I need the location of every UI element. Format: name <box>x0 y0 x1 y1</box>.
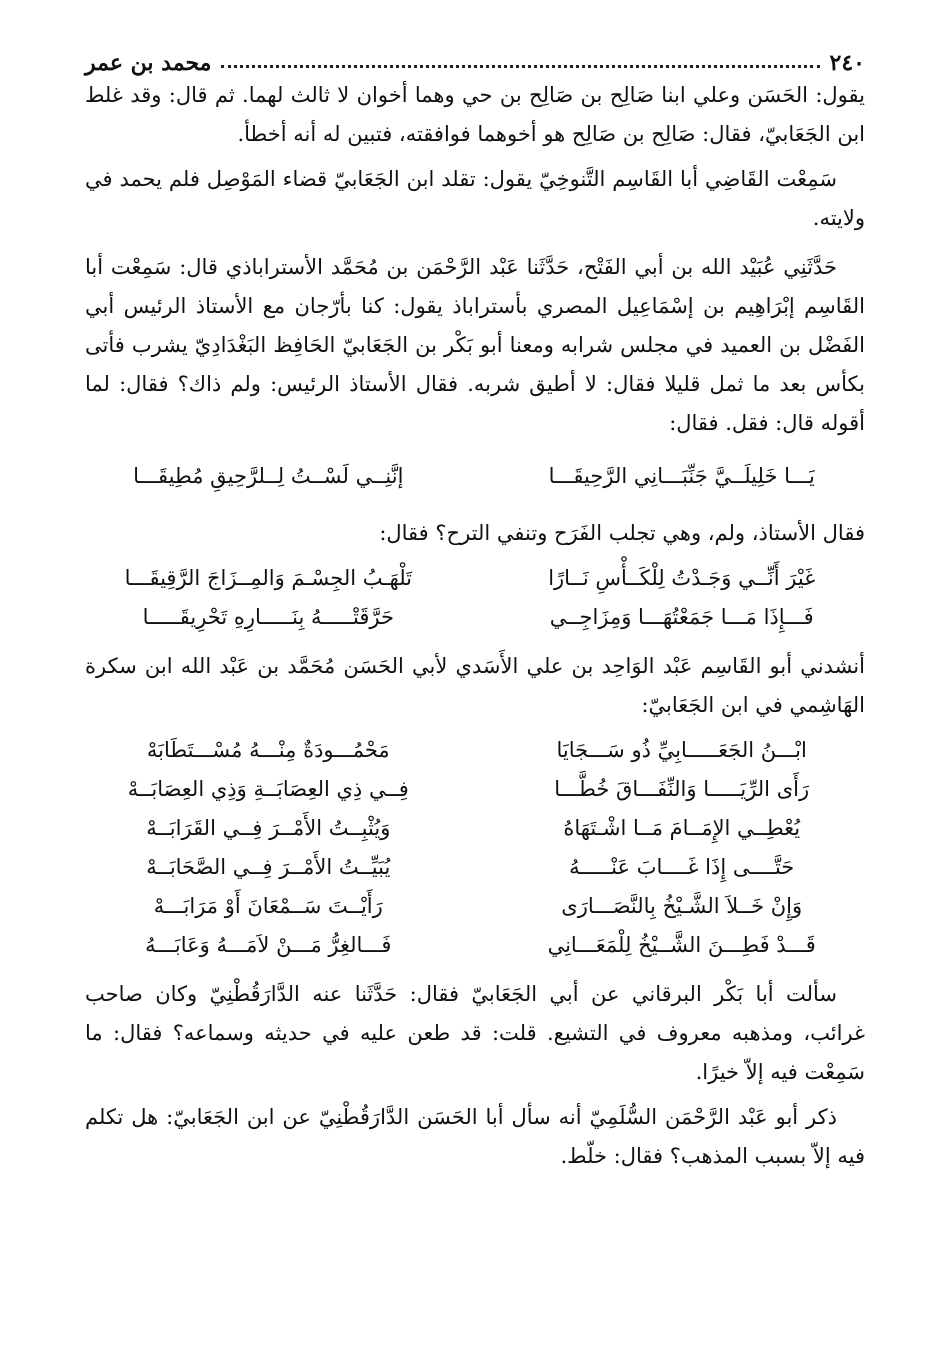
verse-8-first-hemistich: وَإِنْ خَــلاَ الشَّـيْخُ بِالنَّصَـــارَى <box>561 894 803 918</box>
verse-1-second-hemistich: إنَّنِــي لَسْــتُ لِــلرَّحِيقِ مُطِيقَـــا <box>133 464 404 488</box>
verse-6-second-hemistich: وَيُثْبِــتُ الأَمْــرَ فِــي القَرَابَــهْ <box>146 816 391 840</box>
page-header <box>85 30 865 76</box>
poem-verse-7 <box>85 848 865 887</box>
verse-5-second-hemistich: فِــي ذِي العِصَابَــةِ وَذِي العِصَابَــهْ <box>127 777 409 801</box>
poem-verse-9 <box>85 926 865 965</box>
verse-7-second-hemistich: يُبَيِّــتُ الأَمْــرَ فِــي الصَّحَابَــهْ <box>146 855 391 879</box>
poem-verse-4 <box>85 731 865 770</box>
verse-4-second-hemistich: مَحْمُـــودَةٌ مِنْـــهُ مُسْـــتَطَابَهْ <box>146 738 390 762</box>
running-title: محمد بن عمر <box>85 50 212 76</box>
poem-verse-2 <box>85 559 865 598</box>
paragraph-7: ذكر أبو عَبْد الرَّحْمَن السُّلَمِيّ أنه سأل أبا الحَسَن الدَّارَقُطْنِيّ عن ابن الجَعَابيّ: هل تكلم فيه إلاّ بسبب المذهب؟ فقال: خلّط. <box>85 1105 865 1168</box>
verse-2-second-hemistich: تَلْهَـبُ الجِسْـمَ وَالمِــزَاجَ الرَّقِيقَـــا <box>124 566 412 590</box>
verse-3-first-hemistich: فَـــإِذَا مَـــا جَمَعْتُهَـــا وَمِزَاجِــي <box>549 605 814 629</box>
paragraph-3: حَدَّثَنِي عُبَيْد الله بن أبي الفَتْح، حَدَّثَنا عَبْد الرَّحْمَن بن مُحَمَّد الأستراباذي قال: سَمِعْت أبا القَاسِم إبْرَاهِيم بن إسْمَاعِيل المصري بأستراباذ يقول: كنا بأرّجان مع الأستاذ الرئيس أبي الفَضْل بن العميد في مجلس شرابه ومعنا أبو بَكْر بن الجَعَابيّ الحَافِظ البَغْدَادِيّ يشرب فأتى بكأس بعد ما ثمل قليلا فقال: لا أطيق شربه. فقال الأستاذ الرئيس: ولم ذاك؟ فقال: لما أقوله قال: فقل. فقال: <box>85 255 865 435</box>
paragraph-4: فقال الأستاذ، ولم، وهي تجلب الفَرَح وتنفي الترح؟ فقال: <box>379 521 865 545</box>
verse-9-second-hemistich: فَـــالغِرُّ مَـــنْ لاَمَـــهُ وَعَابَـــهُ <box>145 933 392 957</box>
paragraph-5: أنشدني أبو القَاسِم عَبْد الوَاحِد بن علي الأَسَدي لأبي الحَسَن مُحَمَّد بن عَبْد الله ابن سكرة الهَاشِمي في ابن الجَعَابيّ: <box>85 654 865 717</box>
poem-verse-1 <box>85 457 865 496</box>
verse-4-first-hemistich: ابْـــنُ الجَعَـــــابِيِّ ذُو سَـــجَايَا <box>556 738 807 762</box>
verse-7-first-hemistich: حَتَّــــى إِذَا غَــــابَ عَنْـــــهُ <box>569 855 795 879</box>
paragraph-6: سألت أبا بَكْر البرقاني عن أبي الجَعَابيّ فقال: حَدَّثَنا عنه الدَّارَقُطْنِيّ وكان صاحب غرائب، ومذهبه معروف في التشيع. قلت: قد طعن عليه في حديثه وسماعه؟ فقال: ما سَمِعْت فيه إلاّ خيرًا. <box>85 982 865 1084</box>
paragraph-1: يقول: الحَسَن وعلي ابنا صَالِح بن صَالِح بن حي وهما أخوان لا ثالث لهما. ثم قال: وقد غلط ابن الجَعَابيّ، فقال: صَالِح بن صَالِح هو أخوهما فوافقته، فتبين له أنه أخطأ. <box>85 83 865 146</box>
poem-verse-5 <box>85 770 865 809</box>
paragraph-2: سَمِعْت القَاضِي أبا القَاسِم التَّنوخِيّ يقول: تقلد ابن الجَعَابيّ قضاء المَوْصِل فلم يحمد في ولايته. <box>85 167 865 230</box>
poem-3 <box>85 731 865 965</box>
verse-5-first-hemistich: رَأَى الرِّيَـــــا وَالنِّفَـــاقَ خُطَّـــا <box>554 777 810 801</box>
poem-verse-3 <box>85 598 865 637</box>
verse-8-second-hemistich: رَأَيْــتَ سَــمْعَانَ أَوْ مَرَابَـــهْ <box>153 894 383 918</box>
page-number: ٢٤٠ <box>829 50 865 76</box>
verse-1-first-hemistich: يَـــا خَلِيلَــيَّ جَنِّبَـــانِي الرَّحِيقَـــا <box>548 464 815 488</box>
poem-verse-8 <box>85 887 865 926</box>
verse-9-first-hemistich: قَـــدْ فَطِـــنَ الشَّــيْخُ لِلْمَعَـــانِي <box>547 933 816 957</box>
verse-6-first-hemistich: يُعْطِــي الإِمَــامَ مَــا اشْـتَهَاهُ <box>563 816 801 840</box>
poem-2 <box>85 559 865 637</box>
book-page <box>85 30 865 1340</box>
verse-2-first-hemistich: غَيْرَ أَنِّــي وَجَـدْتُ لِلْكَــأْسِ نَــارًا <box>548 566 816 590</box>
header-dotted-leader <box>221 65 819 68</box>
verse-3-second-hemistich: حَرَّقَتْـــــهُ بِنَـــــارِهِ تَحْرِيقَـــــا <box>142 605 394 629</box>
poem-verse-6 <box>85 809 865 848</box>
